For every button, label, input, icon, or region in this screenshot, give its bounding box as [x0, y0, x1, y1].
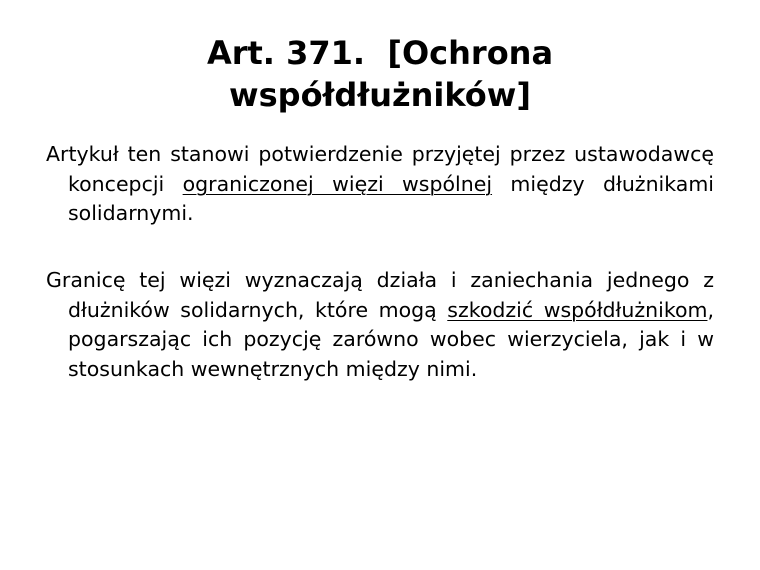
- paragraph-1-text-before: Artykuł ten stanowi potwierdzenie przyjętej przez ustawodawcę koncepcji: [46, 142, 714, 196]
- paragraph-1: [46, 140, 714, 229]
- title-line-1: Art. 371. [Ochrona: [206, 34, 554, 72]
- paragraph-2-text-before: Granicę tej więzi wyznaczają działa i zaniechania jednego z dłużników solidarnych, które mogą: [46, 268, 714, 322]
- paragraph-1-underlined-phrase: ograniczonej więzi wspólnej: [182, 171, 493, 196]
- slide-title: [40, 32, 720, 116]
- paragraph-2: [46, 266, 714, 384]
- paragraph-1-text-after: między dłużnikami solidarnymi.: [68, 171, 714, 225]
- title-line-2: współdłużników]: [229, 76, 531, 114]
- paragraph-2-text-after: , pogarszając ich pozycję zarówno wobec wierzyciela, jak i w stosunkach wewnętrznych między nimi.: [68, 297, 714, 381]
- paragraph-2-underlined-phrase: szkodzić współdłużnikom: [447, 297, 708, 322]
